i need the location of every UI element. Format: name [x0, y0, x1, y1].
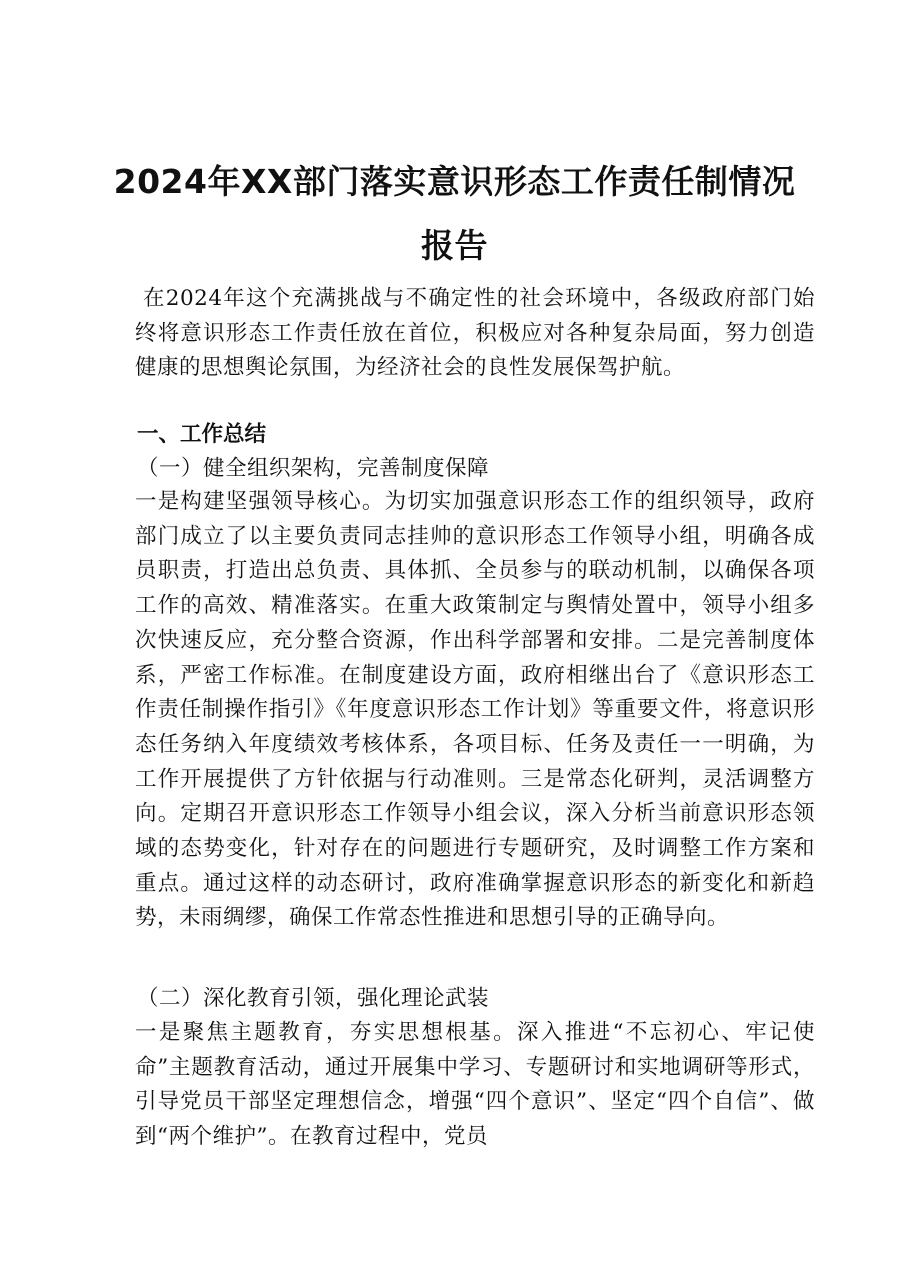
subsection-heading-1: （一）健全组织架构，完善制度保障: [137, 456, 490, 481]
intro-paragraph: 在2024年这个充满挑战与不确定性的社会环境中，各级政府部门始终将意识形态工作责任放在首位，积极应对各种复杂局面，努力创造健康的思想舆论氛围，为经济社会的良性发展保驾护航。: [135, 286, 815, 381]
document-title-line2: 报告: [421, 226, 488, 265]
subsection-heading-2: （二）深化教育引领，强化理论武装: [137, 986, 490, 1011]
section-heading-work-summary: 一、工作总结: [137, 422, 267, 447]
subsection-2-body: 一是聚焦主题教育，夯实思想根基。深入推进“不忘初心、牢记使命”主题教育活动，通过开展集中学习、专题研讨和实地调研等形式，引导党员干部坚定理想信念，增强“四个意识”、坚定“四个自信”、做到“两个维护”。在教育过程中，党员: [135, 1020, 816, 1150]
subsection-1-body: 一是构建坚强领导核心。为切实加强意识形态工作的组织领导，政府部门成立了以主要负责同志挂帅的意识形态工作领导小组，明确各成员职责，打造出总负责、具体抓、全员参与的联动机制，以确保各项工作的高效、精准落实。在重大政策制定与舆情处置中，领导小组多次快速反应，充分整合资源，作出科学部署和安排。二是完善制度体系，严密工作标准。在制度建设方面，政府相继出台了《意识形态工作责任制操作指引》《年度意识形态工作计划》等重要文件，将意识形态任务纳入年度绩效考核体系，各项目标、任务及责任一一明确，为工作开展提供了方针依据与行动准则。三是常态化研判，灵活调整方向。定期召开意识形态工作领导小组会议，深入分析当前意识形态领域的态势变化，针对存在的问题进行专题研究，及时调整工作方案和重点。通过这样的动态研讨，政府准确掌握意识形态的新变化和新趋势，未雨绸缪，确保工作常态性推进和思想引导的正确导向。: [135, 489, 815, 931]
document-title-line1: 2024年XX部门落实意识形态工作责任制情况: [113, 162, 796, 201]
